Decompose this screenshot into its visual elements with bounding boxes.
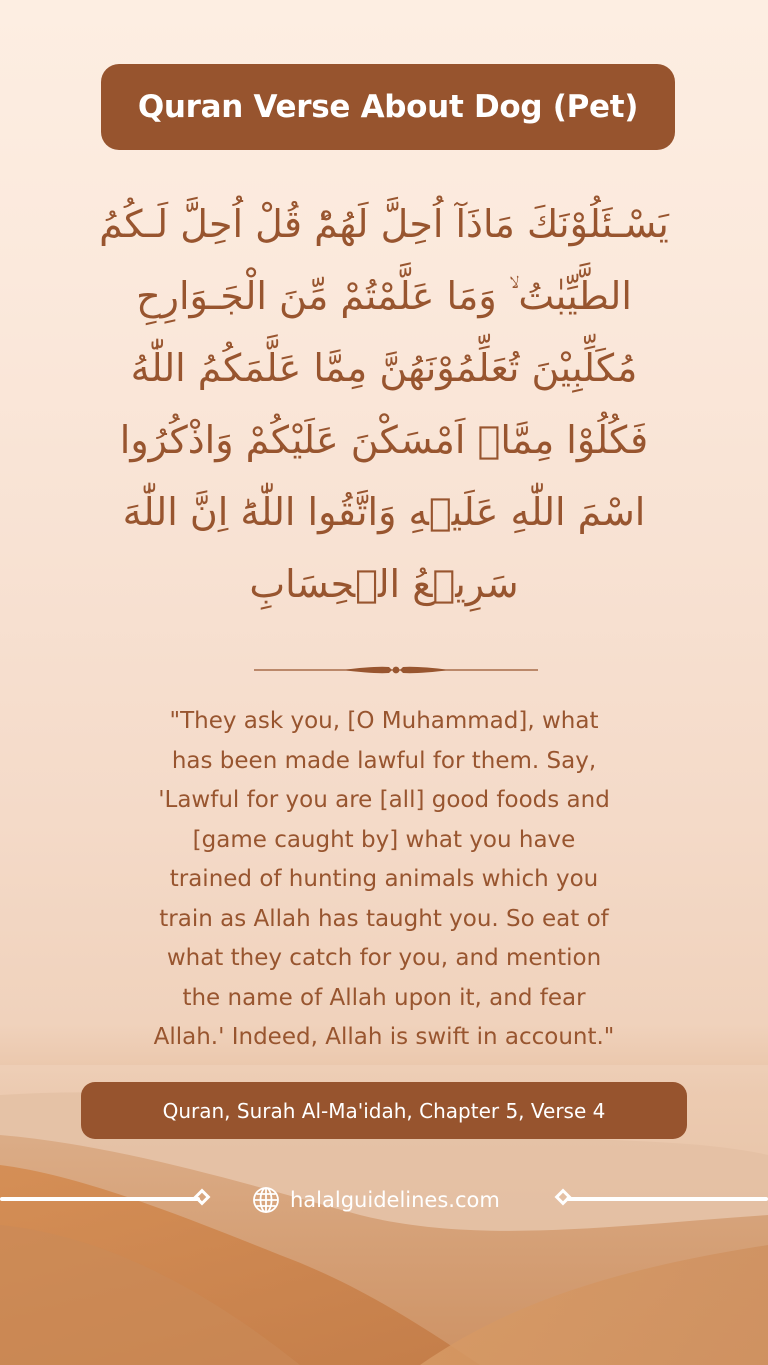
english-translation: [100, 702, 668, 1058]
arabic-line: سَرِيۡعُ الۡحِسَابِ: [249, 562, 519, 606]
footer: [0, 1185, 768, 1215]
website-link[interactable]: [252, 1185, 500, 1215]
arabic-line: اسْمَ اللّٰهِ عَلَيۡهِ وَاتَّقُوا اللّٰهَؕ اِنَّ اللّٰهَ: [122, 490, 646, 534]
footer-line-right: [566, 1197, 768, 1201]
translation-line: 'Lawful for you are [all] good foods and: [158, 787, 610, 813]
translation-line: the name of Allah upon it, and fear: [182, 984, 586, 1011]
title-banner: [101, 64, 675, 150]
arabic-verse: [60, 188, 708, 620]
translation-line: "They ask you, [O Muhammad], what: [169, 708, 599, 734]
ornamental-divider: [254, 660, 538, 680]
reference-banner: [81, 1082, 687, 1139]
arabic-line: الطَّيِّبٰتُ ۙ وَمَا عَلَّمْتُمْ مِّنَ الْجَـوَارِحِ: [136, 274, 632, 318]
translation-line: has been made lawful for them. Say,: [171, 747, 597, 774]
diamond-ornament-left: [194, 1189, 211, 1206]
page-title: Quran Verse About Dog (Pet): [137, 89, 639, 125]
translation-line: trained of hunting animals which you: [169, 866, 599, 892]
arabic-line: يَسْـئَلُوْنَكَ مَاذَآ اُحِلَّ لَهُمْؕ قُلْ اُحِلَّ لَـكُمُ: [99, 202, 669, 246]
verse-reference: Quran, Surah Al-Ma'idah, Chapter 5, Verse 4: [162, 1098, 606, 1123]
translation-line: [game caught by] what you have: [192, 826, 576, 853]
translation-line: Allah.' Indeed, Allah is swift in account.": [153, 1024, 615, 1050]
footer-line-left: [0, 1197, 200, 1201]
translation-line: train as Allah has taught you. So eat of: [159, 905, 609, 932]
arabic-line: فَكُلُوْا مِمَّاۤ اَمْسَكْنَ عَلَيْكُمْ وَاذْكُرُوا: [119, 418, 649, 462]
arabic-line: مُكَلِّبِيْنَ تُعَلِّمُوْنَهُنَّ مِمَّا عَلَّمَكُمُ اللّٰهُ: [130, 346, 638, 390]
website-url[interactable]: halalguidelines.com: [290, 1188, 500, 1212]
translation-line: what they catch for you, and mention: [166, 945, 602, 971]
globe-icon: [252, 1186, 280, 1214]
